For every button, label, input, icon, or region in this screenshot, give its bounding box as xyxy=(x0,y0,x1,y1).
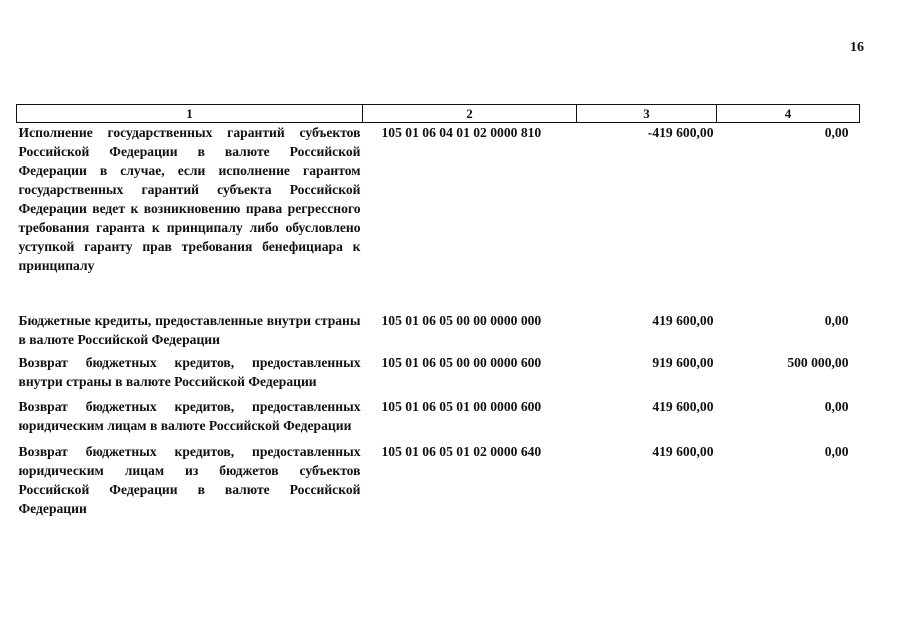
row-amount-col4: 0,00 xyxy=(824,399,849,414)
row-code: 105 01 06 05 00 00 0000 000 xyxy=(381,313,542,328)
header-row xyxy=(17,105,860,123)
row-name: Бюджетные кредиты, предоставленные внутри страны в валюте Российской Федерации xyxy=(18,313,361,347)
page-number: 16 xyxy=(850,40,864,55)
row-amount-col3: 919 600,00 xyxy=(652,355,714,370)
row-code: 105 01 06 05 01 02 0000 640 xyxy=(381,444,542,459)
header-col-3: 3 xyxy=(577,105,717,123)
row-name: Возврат бюджетных кредитов, предоставленных внутри страны в валюте Российской Федерации xyxy=(18,355,361,389)
row-code: 105 01 06 05 00 00 0000 600 xyxy=(381,355,542,370)
row-name: Возврат бюджетных кредитов, предоставленных юридическим лицам в валюте Российской Федерации xyxy=(18,399,361,433)
table-row xyxy=(17,442,860,518)
header-col-4: 4 xyxy=(717,105,860,123)
row-amount-col4: 0,00 xyxy=(824,125,849,140)
row-code: 105 01 06 05 01 00 0000 600 xyxy=(381,399,542,414)
row-amount-col4: 0,00 xyxy=(824,444,849,459)
row-code: 105 01 06 04 01 02 0000 810 xyxy=(381,125,542,140)
row-amount-col4: 0,00 xyxy=(824,313,849,328)
budget-sources-table xyxy=(16,104,860,518)
header-col-1: 1 xyxy=(17,105,363,123)
row-amount-col4: 500 000,00 xyxy=(787,355,849,370)
table-row xyxy=(17,397,860,442)
table-row xyxy=(17,311,860,353)
table-row xyxy=(17,123,860,312)
row-amount-col3: -419 600,00 xyxy=(647,125,714,140)
row-amount-col3: 419 600,00 xyxy=(652,399,714,414)
table-header xyxy=(17,105,860,123)
row-name: Исполнение государственных гарантий субъектов Российской Федерации в валюте Российской Федерации в случае, если исполнение гарантом государственных гарантий субъекта Российской Федерации ведет к возникновению права регрессного требования гаранта к принципалу либо обусловлено уступкой гаранту прав требования бенефициара к принципалу xyxy=(18,125,361,273)
header-col-2: 2 xyxy=(363,105,577,123)
table-row xyxy=(17,353,860,397)
row-amount-col3: 419 600,00 xyxy=(652,313,714,328)
table-body xyxy=(17,123,860,519)
row-name: Возврат бюджетных кредитов, предоставленных юридическим лицам из бюджетов субъектов Российской Федерации в валюте Российской Федерации xyxy=(18,444,361,516)
row-amount-col3: 419 600,00 xyxy=(652,444,714,459)
